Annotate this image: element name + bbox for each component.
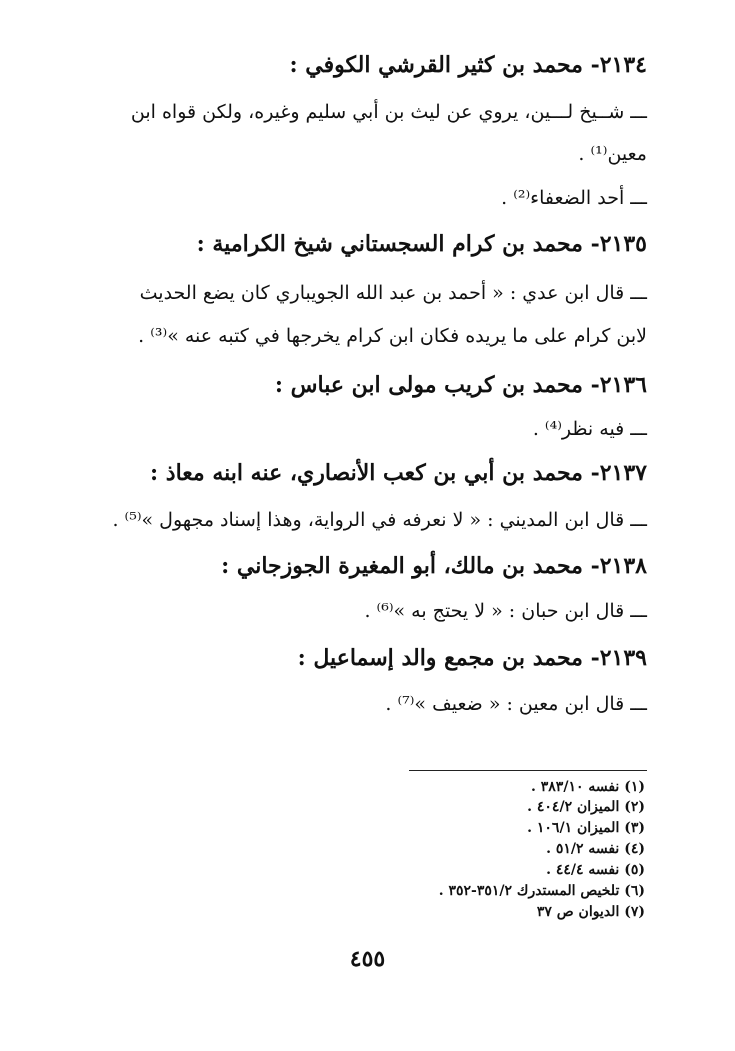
footnote-5: (٥) نفسه ٤٤/٤ .	[546, 862, 645, 878]
entry-heading-2135: ٢١٣٥- محمد بن كرام السجستاني شيخ الكرامية :	[196, 231, 647, 257]
footnote-4: (٤) نفسه ٥١/٢ .	[546, 841, 645, 857]
entry-heading-2139: ٢١٣٩- محمد بن مجمع والد إسماعيل :	[297, 645, 647, 671]
entry-line: ـــ فيه نظر⁽⁴⁾ .	[532, 418, 647, 440]
footnote-7: (٧) الديوان ص ٣٧	[536, 904, 645, 920]
entry-line: ـــ قال ابن عدي : « أحمد بن عبد الله الجويباري كان يضع الحديث	[139, 282, 647, 304]
entry-line: ـــ أحد الضعفاء⁽²⁾ .	[501, 187, 647, 209]
footnote-6: (٦) تلخيص المستدرك ٣٥١/٢-٣٥٢ .	[438, 883, 645, 899]
entry-line: ـــ شــيخ لـــين، يروي عن ليث بن أبي سليم وغيره، ولكن قواه ابن	[130, 101, 647, 123]
footnote-3: (٣) الميزان ١٠٦/١ .	[527, 820, 645, 836]
entry-line: لابن كرام على ما يريده فكان ابن كرام يخرجها في كتبه عنه »⁽³⁾ .	[138, 325, 647, 347]
entry-heading-2136: ٢١٣٦- محمد بن كريب مولى ابن عباس :	[274, 372, 647, 398]
entry-heading-2138: ٢١٣٨- محمد بن مالك، أبو المغيرة الجوزجاني :	[221, 553, 647, 579]
footnote-1: (١) نفسه ٣٨٣/١٠ .	[531, 779, 645, 795]
entry-line: معين⁽¹⁾ .	[578, 143, 647, 165]
footnote-2: (٢) الميزان ٤٠٤/٢ .	[527, 799, 645, 815]
entry-heading-2137: ٢١٣٧- محمد بن أبي بن كعب الأنصاري، عنه ابنه معاذ :	[150, 460, 647, 486]
entry-line: ـــ قال ابن معين : « ضعيف »⁽⁷⁾ .	[385, 693, 647, 715]
page-number: ٤٥٥	[349, 946, 386, 972]
entry-heading-2134: ٢١٣٤- محمد بن كثير القرشي الكوفي :	[289, 52, 647, 78]
footnote-divider	[409, 770, 647, 771]
entry-line: ـــ قال ابن حبان : « لا يحتج به »⁽⁶⁾ .	[364, 600, 647, 622]
entry-line: ـــ قال ابن المديني : « لا نعرفه في الرواية، وهذا إسناد مجهول »⁽⁵⁾ .	[112, 509, 647, 531]
